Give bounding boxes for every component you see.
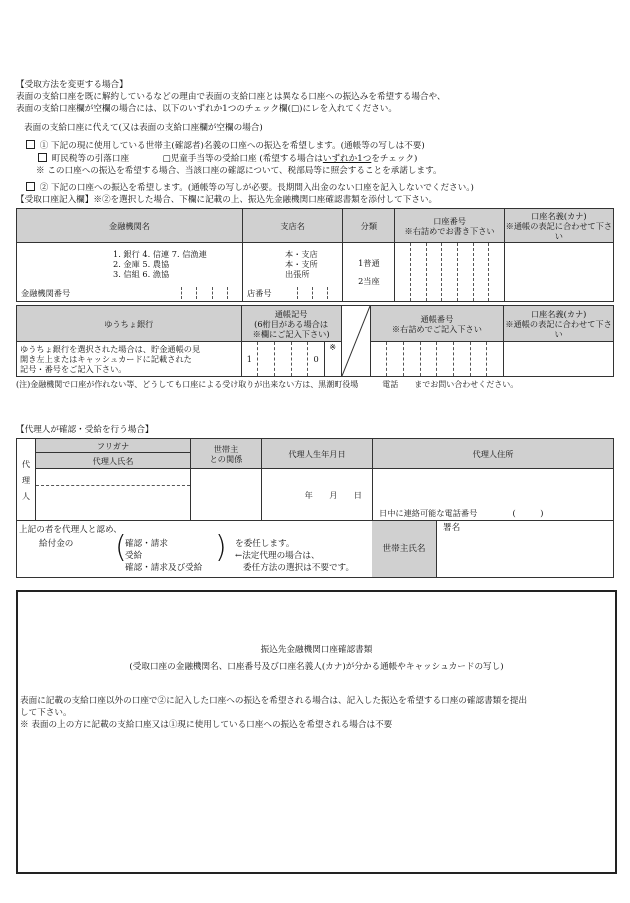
bank-code-cell[interactable] (17, 285, 243, 301)
delegate-line1: 上記の者を代理人と認め、 (19, 525, 122, 535)
branch-code-cell[interactable] (242, 285, 342, 301)
docs-title: 振込先金融機関口座確認書類 (260, 645, 373, 655)
head-name-label: 世帯主氏名 (382, 543, 426, 554)
kigo-l3: ※欄にご記入下さい) (252, 328, 330, 339)
delegate-r3: 委任方法の選択は不要です。 (243, 563, 355, 573)
agent-side-label (17, 439, 36, 521)
yucho-label: ゆうちょ銀行 (17, 306, 242, 342)
hdr-holder-l1: 口座名義(カナ) (531, 210, 587, 221)
delegate-opt-receive[interactable]: 受給 (125, 551, 143, 561)
dob-ymd: 年 月 日 (304, 489, 362, 500)
confirmation-docs-box (16, 590, 617, 874)
option1b-underline: いずれか1つ (322, 154, 372, 164)
bank-table (16, 208, 614, 302)
kigo-digit-0: 0 (307, 342, 324, 376)
docs-line2: して下さい。 (20, 708, 72, 718)
bank-opt-line1: 1. 銀行 4. 信連 7. 信漁連 (113, 249, 207, 260)
tsucho-kigo-field[interactable] (241, 342, 341, 377)
section1-line1: 表面の支給口座を既に解約しているなどの理由で表面の支給口座とは異なる口座への振込みを希望する場合や、 (16, 92, 446, 102)
option1-note: ※ この口座への振込を希望する場合、当該口座の確認について、税部局等に照会することを承諾します。 (36, 166, 442, 176)
type-current: 2当座 (358, 276, 380, 286)
left-brace-icon: ( (115, 530, 127, 565)
delegate-r1: を委任します。 (235, 539, 295, 549)
option1-sub-row (38, 153, 417, 165)
hdr-holder-l2: ※通帳の表記に合わせて下さい (505, 220, 613, 241)
option1-row (26, 140, 425, 152)
hdr-bank: 金融機関名 (17, 209, 243, 243)
account-holder-field-2[interactable] (504, 342, 614, 377)
branch-opt-line1: 本・支店 (284, 249, 318, 260)
bank-opt-line2: 2. 金庫 5. 農協 (113, 259, 170, 270)
furigana-input[interactable] (36, 469, 190, 486)
section1-title: 【受取方法を変更する場合】 (16, 80, 128, 90)
hdr-tsucho-no (370, 306, 504, 342)
option1-checkbox[interactable] (26, 140, 35, 149)
delegate-opt-confirm[interactable]: 確認・請求 (125, 539, 168, 549)
section1-line3: 表面の支給口座に代えて(又は表面の支給口座欄が空欄の場合) (24, 123, 263, 133)
option2-row (26, 182, 474, 194)
hdr-type: 分類 (343, 209, 395, 243)
hdr-branch: 支店名 (242, 209, 342, 243)
bank-opt-line3: 3. 信組 6. 漁協 (113, 269, 170, 280)
option1b-end: をチェック) (371, 154, 418, 164)
yucho-note (17, 342, 242, 377)
option1a-checkbox[interactable] (38, 153, 47, 162)
account-type[interactable] (343, 243, 395, 302)
dob-field[interactable] (262, 469, 373, 521)
yucho-note-l1: ゆうちょ銀行を選択された場合は、貯金通帳の見 (20, 344, 201, 354)
footnote: (注)金融機関で口座が作れない等、どうしても口座による受け取りが出来ない方は、黒潮町役場 電話 までお問い合わせください。 (16, 380, 519, 389)
address-field[interactable] (373, 469, 614, 521)
yucho-note-l3: 記号・番号をご記入下さい。 (20, 364, 127, 374)
hdr-relation (191, 439, 262, 469)
option1b-label[interactable]: □児童手当等の受給口座 (希望する場合は (162, 154, 323, 164)
branch-opt-line3: 出張所 (284, 269, 310, 280)
hdr-holder2-l1: 口座名義(カナ) (530, 308, 587, 319)
diagonal-cell (341, 306, 370, 377)
docs-subtitle: (受取口座の金融機関名、口座番号及び口座名義人(カナ)が分かる通帳やキャッシュカードの写し) (129, 662, 504, 672)
tsucho-no-l1: 通帳番号 (420, 313, 454, 324)
tsucho-number-field[interactable] (370, 342, 504, 377)
kigo-l1: 通帳記号 (274, 308, 308, 319)
bank-options[interactable] (17, 243, 243, 286)
section1-line2: 表面の支給口座欄が空欄の場合には、以下のいずれか1つのチェック欄(□)にレを入れてください。 (16, 104, 397, 114)
delegate-line2: 給付金の (39, 539, 74, 549)
delegation-box (16, 521, 374, 578)
delegate-r2: ←法定代理の場合は、 (235, 551, 320, 561)
hdr-holder (504, 209, 613, 243)
diagonal-line (342, 306, 370, 376)
branch-code-label: 店番号 (246, 288, 272, 299)
hdr-dob: 代理人生年月日 (262, 439, 373, 469)
yucho-note-l2: 開き左上またはキャッシュカードに記載された (20, 354, 192, 364)
daytime-phone-label: 日中に連絡可能な電話番号 (379, 508, 478, 518)
hdr-account-l1: 口座番号 (433, 215, 466, 226)
right-brace-icon: ) (215, 530, 227, 565)
relation-l1: 世帯主 (213, 443, 239, 454)
head-signature-field[interactable] (437, 521, 614, 578)
option2-checkbox[interactable] (26, 182, 35, 191)
account-holder-field[interactable] (504, 243, 613, 302)
phone-parens: ( ) (512, 508, 544, 518)
hdr-holder2-l2: ※通帳の表記に合わせて下さい (505, 318, 612, 339)
kigo-l2: (6桁目がある場合は (254, 318, 329, 329)
agent-name-field[interactable] (36, 469, 191, 521)
section3-title: 【代理人が確認・受給を行う場合】 (16, 425, 154, 435)
kigo-star: ※ (324, 342, 341, 376)
hdr-furigana: フリガナ (36, 439, 191, 453)
docs-line3: ※ 表面の上の方に記載の支給口座又は①現に使用している口座への振込を希望される場合は不要 (20, 720, 393, 730)
option1a-label: 町民税等の引落口座 (51, 154, 130, 164)
relation-field[interactable] (191, 469, 262, 521)
hdr-holder-2 (504, 306, 614, 342)
hdr-account (395, 209, 504, 243)
section2-title: 【受取口座記入欄】※②を選択した場合、下欄に記載の上、振込先金融機関口座確認書類を添付して下さい。 (16, 195, 438, 205)
relation-l2: との関係 (209, 453, 243, 464)
type-ordinary: 1普通 (358, 258, 380, 268)
account-number-field[interactable] (395, 243, 504, 302)
yucho-table (16, 305, 614, 377)
hdr-account-l2: ※右詰めでお書き下さい (404, 225, 495, 236)
option2-label: ② 下記の口座への振込を希望します。(通帳等の写しが必要。長期間入出金のない口座を記入しないでください。) (39, 183, 474, 193)
hdr-agent-name: 代理人氏名 (36, 453, 191, 469)
hdr-address: 代理人住所 (373, 439, 614, 469)
signature-label: 署名 (443, 523, 461, 533)
kigo-digit-1: 1 (246, 354, 253, 364)
docs-line1: 表面に記載の支給口座以外の口座で②に記入した口座への振込を希望される場合は、記入した振込を希望する口座の確認書類を提出 (20, 696, 528, 706)
head-name-label-cell (372, 521, 437, 578)
agent-table (16, 438, 614, 521)
agent-side-text: 代理人 (21, 458, 31, 501)
branch-opt-line2: 本・支所 (284, 259, 318, 270)
bank-code-label: 金融機関番号 (21, 288, 71, 299)
hdr-tsucho-kigo (241, 306, 341, 342)
delegate-opt-both[interactable]: 確認・請求及び受給 (125, 563, 203, 573)
option1-label: ① 下記の現に使用している世帯主(確認者)名義の口座への振込を希望します。(通帳等の写しは不要) (39, 141, 425, 151)
tsucho-no-l2: ※右詰めでご記入下さい (391, 323, 482, 334)
branch-options[interactable] (242, 243, 342, 286)
